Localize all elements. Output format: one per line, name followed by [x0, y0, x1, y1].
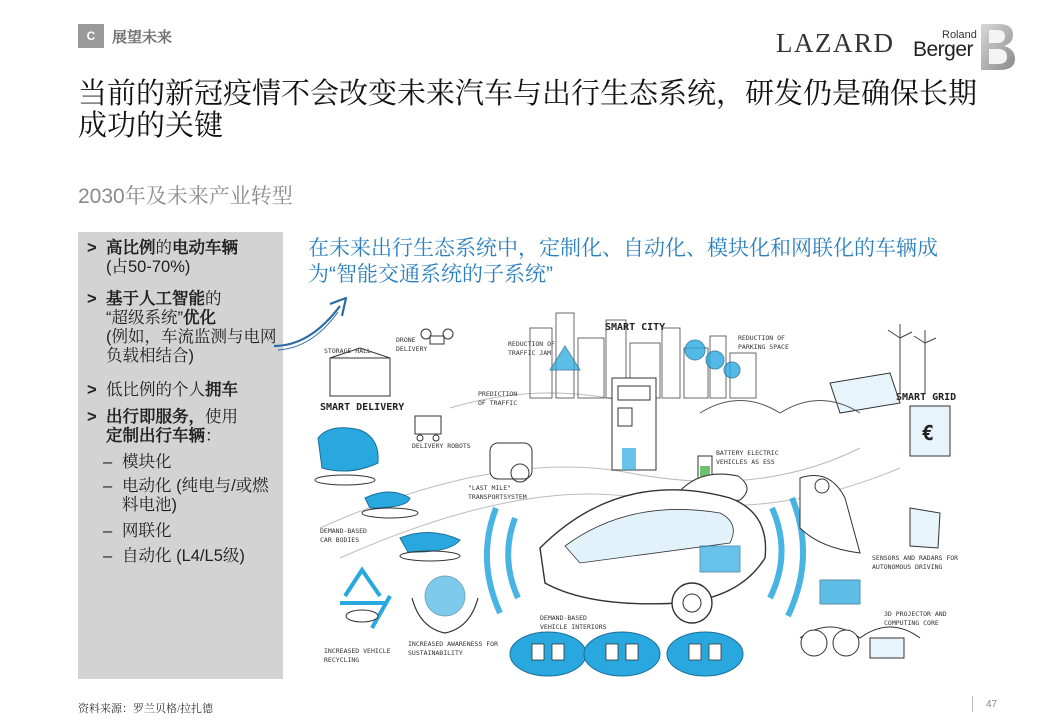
section-title: 展望未来 — [112, 29, 173, 46]
svg-text:INCREASED AWARENESS FOR: INCREASED AWARENESS FOR — [408, 640, 499, 648]
trend-list-panel — [78, 232, 283, 679]
page-headline: 当前的新冠疫情不会改变未来汽车与出行生态系统，研发仍是确保长期成功的关键 — [78, 78, 978, 142]
sub-item-connected: – 网联化 — [103, 522, 172, 540]
svg-text:REDUCTION OF: REDUCTION OF — [508, 340, 555, 348]
svg-text:DELIVERY ROBOTS: DELIVERY ROBOTS — [412, 442, 471, 450]
svg-text:"LAST MILE": "LAST MILE" — [468, 484, 512, 492]
svg-text:INCREASED VEHICLE: INCREASED VEHICLE — [324, 647, 391, 655]
svg-text:BATTERY ELECTRIC: BATTERY ELECTRIC — [716, 449, 779, 457]
source-note: 资料来源：罗兰贝格/拉扎德 — [78, 703, 214, 715]
roland-berger-logo-berger: Berger — [913, 38, 974, 61]
page-number: 47 — [986, 699, 998, 710]
svg-text:REDUCTION OF: REDUCTION OF — [738, 334, 785, 342]
trend-item-ownership: > 低比例的个人拥车 — [87, 381, 238, 399]
sub-item-autonomous: – 自动化 (L4/L5级) — [103, 547, 245, 565]
svg-text:DRONE: DRONE — [396, 336, 416, 344]
svg-text:SMART DELIVERY: SMART DELIVERY — [320, 402, 405, 413]
sub-item-electrified: – 电动化 (纯电与/或燃料电池) — [103, 477, 269, 514]
svg-text:TRAFFIC JAM: TRAFFIC JAM — [508, 349, 552, 357]
svg-text:SMART GRID: SMART GRID — [896, 392, 957, 403]
section-badge: C — [78, 24, 104, 48]
svg-text:DEMAND-BASED: DEMAND-BASED — [320, 527, 367, 535]
svg-text:VEHICLES AS ESS: VEHICLES AS ESS — [716, 458, 775, 466]
lazard-logo: LAZARD — [776, 28, 895, 58]
svg-text:SMART CITY: SMART CITY — [605, 322, 666, 333]
svg-text:3D PROJECTOR AND: 3D PROJECTOR AND — [884, 610, 947, 618]
roland-berger-b-icon — [977, 22, 1017, 72]
sub-item-modular: – 模块化 — [103, 453, 172, 471]
svg-text:AUTONOMOUS DRIVING: AUTONOMOUS DRIVING — [872, 563, 943, 571]
callout-text: 在未来出行生态系统中，定制化、自动化、模块化和网联化的车辆成为“智能交通系统的子系统” — [308, 237, 938, 286]
svg-text:STORAGE HALL: STORAGE HALL — [324, 347, 371, 355]
svg-text:DEMAND-BASED: DEMAND-BASED — [540, 614, 587, 622]
svg-text:OF TRAFFIC: OF TRAFFIC — [478, 399, 518, 407]
svg-text:TRANSPORTSYSTEM: TRANSPORTSYSTEM — [468, 493, 527, 501]
svg-text:SUSTAINABILITY: SUSTAINABILITY — [408, 649, 463, 657]
trend-item-electric: > 高比例的电动车辆 (占50-70%) — [87, 239, 238, 276]
mobility-ecosystem-sketch — [300, 298, 980, 683]
svg-text:PREDICTION: PREDICTION — [478, 390, 518, 398]
svg-text:DELIVERY: DELIVERY — [396, 345, 428, 353]
trend-item-ai: > 基于人工智能的 “超级系统”优化 (例如，车流监测与电网负载相结合) — [87, 290, 277, 365]
svg-text:COMPUTING CORE: COMPUTING CORE — [884, 619, 939, 627]
svg-text:PARKING SPACE: PARKING SPACE — [738, 343, 789, 351]
roland-berger-logo-roland: Roland — [942, 29, 977, 41]
page-subtitle: 2030年及未来产业转型 — [78, 185, 293, 208]
svg-text:VEHICLE INTERIORS: VEHICLE INTERIORS — [540, 623, 607, 631]
svg-text:CAR BODIES: CAR BODIES — [320, 536, 360, 544]
svg-text:SENSORS AND RADARS FOR: SENSORS AND RADARS FOR — [872, 554, 959, 562]
svg-text:RECYCLING: RECYCLING — [324, 656, 360, 664]
svg-text:€: € — [922, 421, 935, 445]
trend-item-maas: > 出行即服务，使用 定制出行车辆： — [87, 408, 238, 445]
footer-divider — [972, 696, 973, 712]
